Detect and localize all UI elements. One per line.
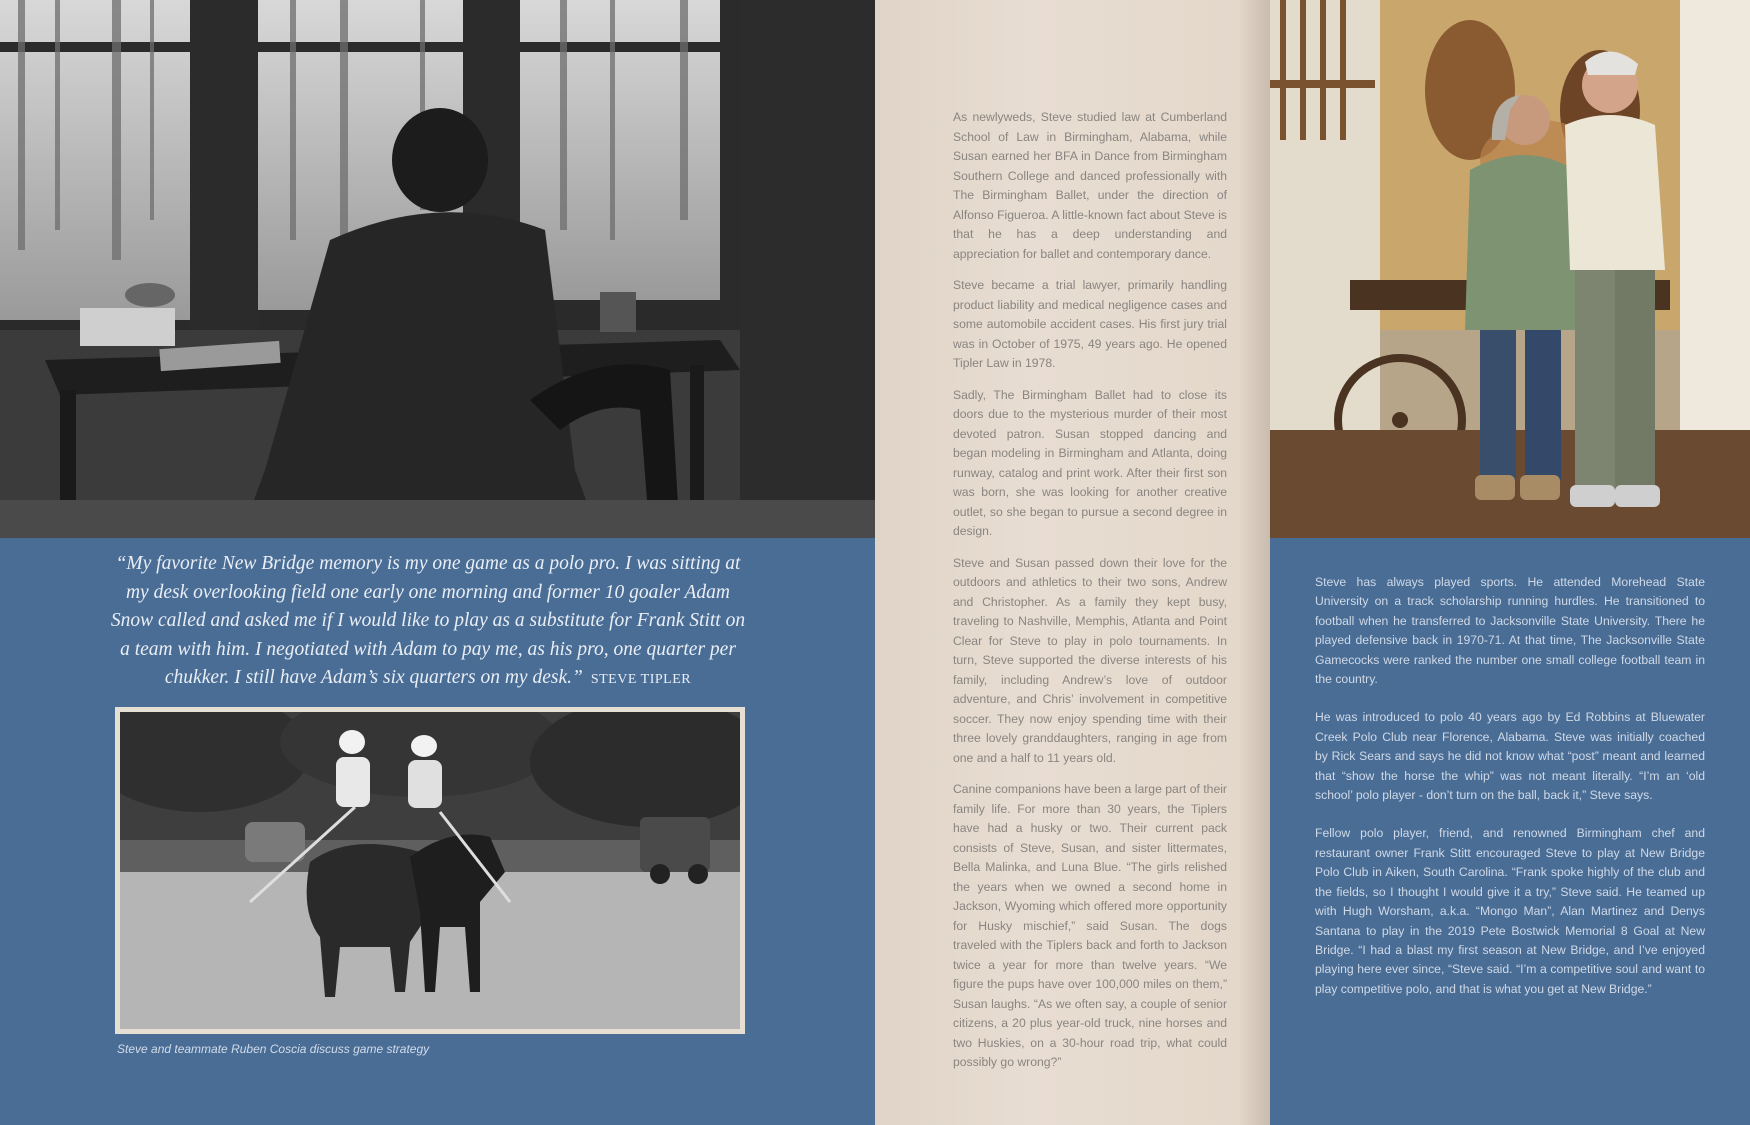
middle-paragraph: Canine companions have been a large part of their family life. For more than 30 years, the Tiplers have had a husky or two. Their current pack consists of Steve, Susan, and sister littermates, Bella Malinka, and Luna Blue. “The girls relished the years when we owned a second home in Jackson, Wyoming which offered more opportunity for Husky mischief,” said Susan. The dogs traveled with the Tiplers back and forth to Jackson twice a year for more than twelve years. “We figure the pups have over 100,000 miles on them,” Susan laughs. “As we often say, a couple of senior citizens, a 20 plus year-old truck, nine horses and two Huskies, on a 30-hour road trip, what could possibly go wrong?”	[953, 782, 1227, 1069]
right-page	[1270, 0, 1750, 1125]
middle-page	[875, 0, 1270, 1125]
couple-portrait-illustration	[1270, 0, 1750, 538]
right-article-text	[1315, 573, 1705, 1018]
middle-paragraph: Steve and Susan passed down their love for the outdoors and athletics to their two sons, Andrew and Christopher. As a family they kept busy, traveling to Nashville, Memphis, Atlanta and Point Clear for Steve to play in polo tournaments. In turn, Steve supported the diverse interests of his family, including Andrew’s love of outdoor adventure, and Chris’ involvement in competitive soccer. They now enjoy spending time with their three lovely granddaughters, ranging in age from one and a half to 11 years old.	[953, 555, 1227, 765]
man-at-desk-illustration	[0, 0, 875, 538]
couple-portrait-photo	[1270, 0, 1750, 538]
right-paragraph: Fellow polo player, friend, and renowned Birmingham chef and restaurant owner Frank Stitt encouraged Steve to play at New Bridge Polo Club in Aiken, South Carolina. “Frank spoke highly of the club and the fields, so I thought I would give it a try,” Steve said. He teamed up with Hugh Worsham, a.k.a. “Mongo Man”, Alan Martinez and Denys Santana to play in the 2019 Pete Bostwick Memorial 8 Goal at New Bridge. “I had a blast my first season at New Bridge, and I’ve enjoyed playing here ever since, “Steve said. “I’m a competitive soul and want to play competitive polo, and that is what you get at New Bridge.”	[1315, 826, 1705, 996]
man-at-desk-photo	[0, 0, 875, 538]
right-paragraph: Steve has always played sports. He attended Morehead State University on a track scholarship running hurdles. He transitioned to football when he transferred to Jacksonville State University. There he played defensive back in 1970-71. At that time, The Jacksonville State Gamecocks were ranked the number one small college football team in the country.	[1315, 575, 1705, 687]
middle-paragraph: Sadly, The Birmingham Ballet had to close its doors due to the mysterious murder of their most devoted patron. Susan stopped dancing and began modeling in Birmingham and Atlanta, doing runway, catalog and print work. After their first son was born, she was looking for another creative outlet, so she began to pursue a second degree in design.	[953, 387, 1227, 538]
pull-quote	[108, 550, 748, 695]
right-paragraph: He was introduced to polo 40 years ago by Ed Robbins at Bluewater Creek Polo Club near Florence, Alabama. Steve was initially coached by Rick Sears and says he did not know what “post” meant and learned that “show the horse the whip” was not meant literally. “I’m an ‘old school’ polo player - don’t turn on the ball, back it,” Steve says.	[1315, 710, 1705, 803]
polo-players-illustration	[120, 712, 740, 1029]
middle-article-text	[953, 108, 1227, 1085]
polo-photo-frame	[115, 707, 745, 1034]
middle-paragraph: Steve became a trial lawyer, primarily handling product liability and medical negligence cases and some automobile accident cases. His first jury trial was in October of 1975, 49 years ago. He opened Tipler Law in 1978.	[953, 278, 1227, 370]
pull-quote-text: “My favorite New Bridge memory is my one game as a polo pro. I was sitting at my desk overlooking field one early one morning and former 10 goaler Adam Snow called and asked me if I would like to play as a substitute for Frank Stitt on a team with him. I negotiated with Adam to pay me, as his pro, one quarter per chukker. I still have Adam’s six quarters on my desk.”	[110, 553, 746, 689]
quote-attribution: STEVE TIPLER	[590, 672, 692, 688]
polo-players-photo	[120, 712, 740, 1029]
middle-paragraph: As newlyweds, Steve studied law at Cumberland School of Law in Birmingham, Alabama, while Susan earned her BFA in Dance from Birmingham Southern College and danced professionally with The Birmingham Ballet, under the direction of Alfonso Figueroa. A little-known fact about Steve is that he has a deep understanding and appreciation for ballet and contemporary dance.	[953, 110, 1227, 261]
photo-caption: Steve and teammate Ruben Coscia discuss game strategy	[117, 1042, 430, 1056]
